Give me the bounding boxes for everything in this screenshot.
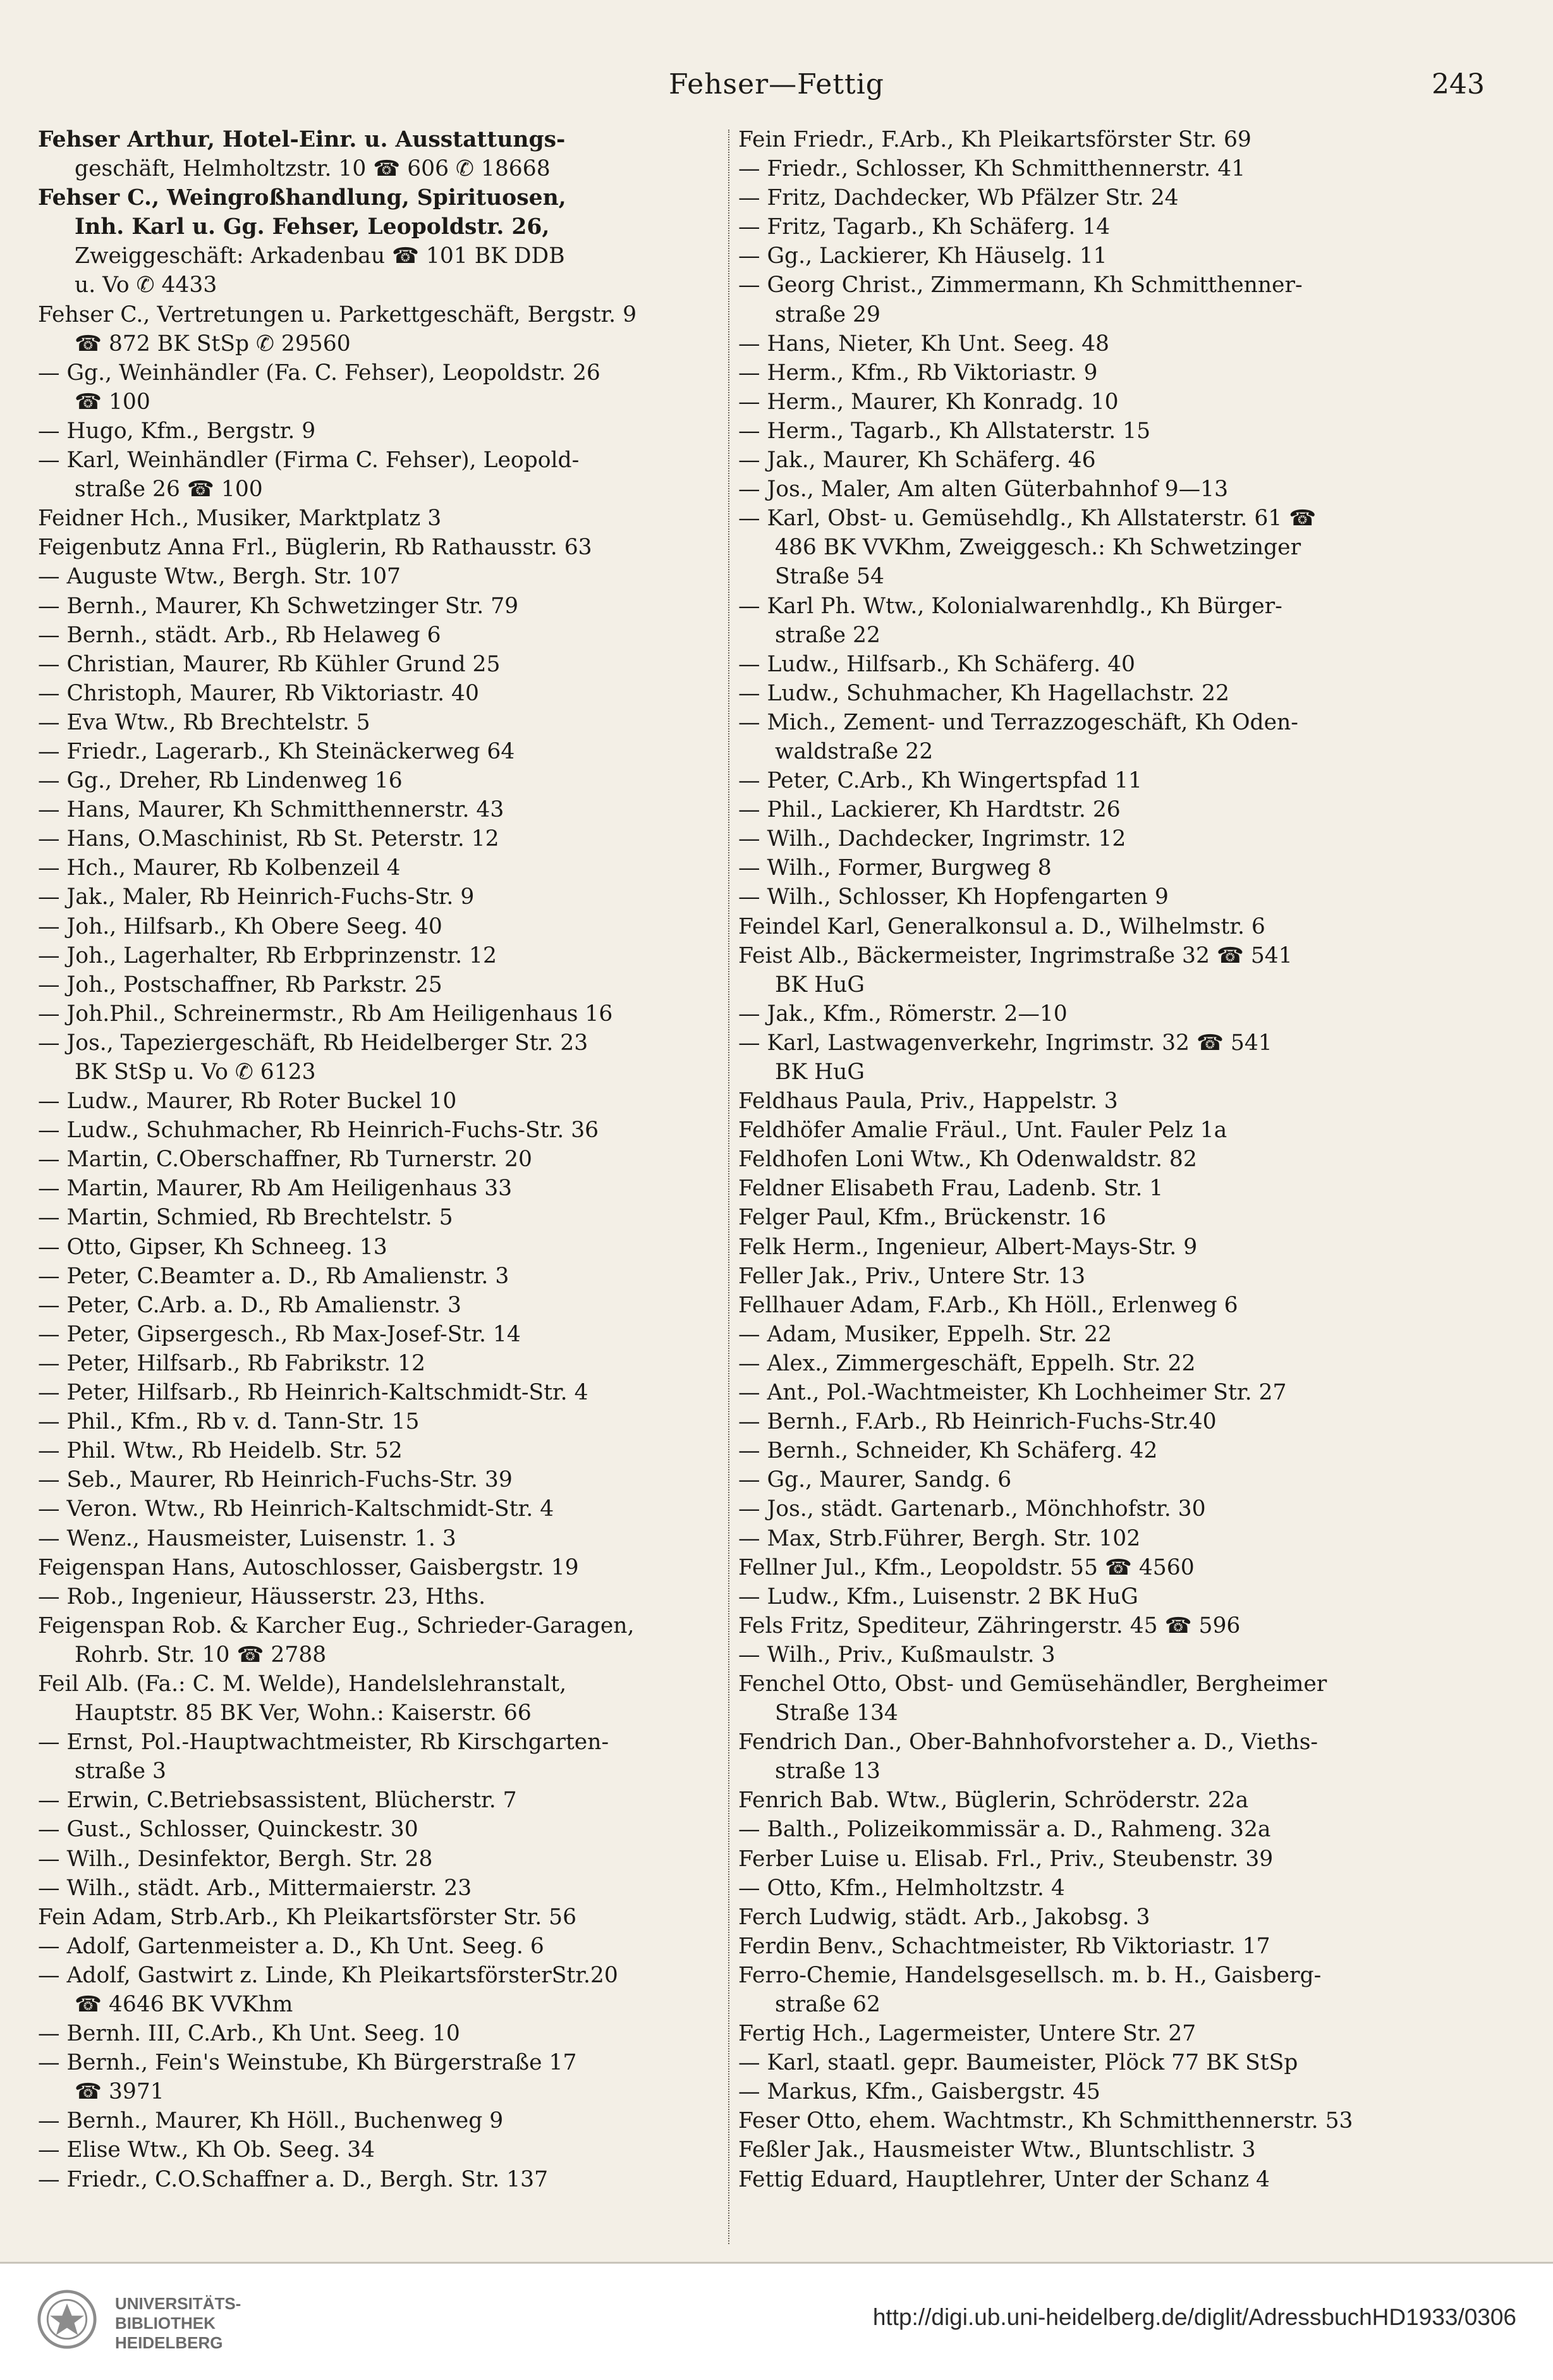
directory-entry: Feldner Elisabeth Frau, Ladenb. Str. 1 xyxy=(738,1176,1164,1202)
directory-entry: — Ludw., Kfm., Luisenstr. 2 BK HuG xyxy=(738,1584,1138,1609)
directory-entry: — Joh., Lagerhalter, Rb Erbprinzenstr. 12 xyxy=(38,943,497,968)
directory-entry: — Gust., Schlosser, Quinckestr. 30 xyxy=(38,1817,418,1843)
directory-entry: — Ludw., Schuhmacher, Rb Heinrich-Fuchs-Str. 36 xyxy=(38,1118,599,1144)
directory-entry: — Wilh., Desinfektor, Bergh. Str. 28 xyxy=(38,1846,433,1872)
source-url-link[interactable]: http://digi.ub.uni-heidelberg.de/diglit/AdressbuchHD1933/0306 xyxy=(872,2304,1516,2330)
directory-entry: — Jak., Maurer, Kh Schäferg. 46 xyxy=(738,448,1096,473)
directory-entry: — Gg., Dreher, Rb Lindenweg 16 xyxy=(38,768,403,794)
institution-line: BIBLIOTHEK xyxy=(115,2314,216,2333)
directory-entry: — Jos., Tapeziergeschäft, Rb Heidelberger Str. 23 xyxy=(38,1030,588,1056)
directory-entry: straße 62 xyxy=(775,1992,880,2017)
directory-entry: Feßler Jak., Hausmeister Wtw., Bluntschlistr. 3 xyxy=(738,2137,1256,2163)
directory-entry: — Elise Wtw., Kh Ob. Seeg. 34 xyxy=(38,2137,375,2163)
directory-entry: Fertig Hch., Lagermeister, Untere Str. 27 xyxy=(738,2021,1197,2047)
directory-entry: Feist Alb., Bäckermeister, Ingrimstraße 32 ☎ 541 xyxy=(738,943,1293,968)
directory-entry: Ferro-Chemie, Handelsgesellsch. m. b. H., Gaisberg- xyxy=(738,1962,1322,1988)
directory-entry: Feidner Hch., Musiker, Marktplatz 3 xyxy=(38,506,442,532)
directory-entry: — Wilh., Schlosser, Kh Hopfengarten 9 xyxy=(738,884,1169,910)
directory-entry: — Ludw., Schuhmacher, Kh Hagellachstr. 22 xyxy=(738,680,1229,706)
directory-entry: — Joh., Postschaffner, Rb Parkstr. 25 xyxy=(38,972,442,998)
directory-entry: Feigenbutz Anna Frl., Büglerin, Rb Rathausstr. 63 xyxy=(38,535,592,561)
directory-entry: — Hans, Maurer, Kh Schmitthennerstr. 43 xyxy=(38,797,504,823)
directory-entry: ☎ 872 BK StSp ✆ 29560 xyxy=(75,331,351,357)
directory-entry: Hauptstr. 85 BK Ver, Wohn.: Kaiserstr. 66 xyxy=(75,1700,532,1726)
directory-entry: Fein Adam, Strb.Arb., Kh Pleikartsförster Str. 56 xyxy=(38,1904,577,1930)
directory-entry: — Karl, staatl. gepr. Baumeister, Plöck 77 BK StSp xyxy=(738,2050,1298,2076)
directory-entry: — Friedr., Lagerarb., Kh Steinäckerweg 64 xyxy=(38,738,515,764)
directory-entry: waldstraße 22 xyxy=(775,738,934,764)
directory-entry: Feller Jak., Priv., Untere Str. 13 xyxy=(738,1263,1086,1289)
directory-entry: u. Vo ✆ 4433 xyxy=(75,272,217,298)
directory-entry: — Seb., Maurer, Rb Heinrich-Fuchs-Str. 39 xyxy=(38,1467,513,1493)
directory-entry: Fenchel Otto, Obst- und Gemüsehändler, Bergheimer xyxy=(738,1671,1327,1697)
directory-entry: Feldhaus Paula, Priv., Happelstr. 3 xyxy=(738,1089,1118,1114)
directory-entry: — Karl, Lastwagenverkehr, Ingrimstr. 32 ☎ 541 xyxy=(738,1030,1272,1056)
left-column xyxy=(38,125,727,2194)
directory-entry: — Markus, Kfm., Gaisbergstr. 45 xyxy=(738,2079,1100,2105)
directory-entry: — Eva Wtw., Rb Brechtelstr. 5 xyxy=(38,709,370,735)
directory-entry: — Otto, Gipser, Kh Schneeg. 13 xyxy=(38,1234,387,1260)
directory-entry: straße 29 xyxy=(775,302,880,327)
running-title: Fehser—Fettig xyxy=(669,68,884,101)
directory-entry: — Ernst, Pol.-Hauptwachtmeister, Rb Kirschgarten- xyxy=(38,1730,609,1755)
directory-entry: ☎ 4646 BK VVKhm xyxy=(75,1992,293,2017)
directory-entry: ☎ 3971 xyxy=(75,2079,164,2105)
directory-entry: — Adam, Musiker, Eppelh. Str. 22 xyxy=(738,1321,1112,1347)
directory-entry: — Bernh., Schneider, Kh Schäferg. 42 xyxy=(738,1438,1158,1464)
directory-entry: — Gg., Weinhändler (Fa. C. Fehser), Leopoldstr. 26 xyxy=(38,360,600,386)
directory-entry: — Otto, Kfm., Helmholtzstr. 4 xyxy=(738,1875,1065,1901)
directory-entry: BK StSp u. Vo ✆ 6123 xyxy=(75,1059,316,1085)
directory-entry: — Hans, Nieter, Kh Unt. Seeg. 48 xyxy=(738,331,1109,357)
directory-entry: — Herm., Tagarb., Kh Allstaterstr. 15 xyxy=(738,418,1151,444)
directory-entry: Fendrich Dan., Ober-Bahnhofvorsteher a. D., Vieths- xyxy=(738,1730,1319,1755)
column-divider xyxy=(728,130,731,2244)
institution-line: HEIDELBERG xyxy=(115,2333,223,2352)
directory-entry: Feldhofen Loni Wtw., Kh Odenwaldstr. 82 xyxy=(738,1147,1197,1173)
directory-entry: Inh. Karl u. Gg. Fehser, Leopoldstr. 26, xyxy=(75,214,550,240)
directory-entry: — Hch., Maurer, Rb Kolbenzeil 4 xyxy=(38,855,401,881)
directory-entry: — Phil., Lackierer, Kh Hardtstr. 26 xyxy=(738,797,1121,823)
directory-entry: Feil Alb. (Fa.: C. M. Welde), Handelslehranstalt, xyxy=(38,1671,567,1697)
directory-entry: — Karl, Weinhändler (Firma C. Fehser), Leopold- xyxy=(38,448,580,473)
directory-entry: geschäft, Helmholtzstr. 10 ☎ 606 ✆ 18668 xyxy=(75,156,551,182)
directory-entry: Feindel Karl, Generalkonsul a. D., Wilhelmstr. 6 xyxy=(738,913,1265,939)
directory-entry: — Wilh., Priv., Kußmaulstr. 3 xyxy=(738,1642,1056,1668)
institution-name xyxy=(115,2294,241,2353)
directory-entry: 486 BK VVKhm, Zweiggesch.: Kh Schwetzinger xyxy=(775,535,1301,561)
directory-entry: — Jak., Kfm., Römerstr. 2—10 xyxy=(738,1001,1068,1027)
directory-entry: Fenrich Bab. Wtw., Büglerin, Schröderstr. 22a xyxy=(738,1788,1249,1814)
directory-entry: — Jos., städt. Gartenarb., Mönchhofstr. 30 xyxy=(738,1496,1206,1522)
directory-entry: — Georg Christ., Zimmermann, Kh Schmitthenner- xyxy=(738,272,1303,298)
directory-entry: straße 13 xyxy=(775,1759,880,1785)
directory-entry: straße 3 xyxy=(75,1759,167,1785)
directory-entry: — Joh.Phil., Schreinermstr., Rb Am Heiligenhaus 16 xyxy=(38,1001,613,1027)
directory-entry: — Hugo, Kfm., Bergstr. 9 xyxy=(38,418,316,444)
institution-line: UNIVERSITÄTS- xyxy=(115,2294,241,2313)
directory-entry: — Karl, Obst- u. Gemüsehdlg., Kh Allstaterstr. 61 ☎ xyxy=(738,506,1317,532)
directory-entry: — Bernh., Maurer, Kh Höll., Buchenweg 9 xyxy=(38,2108,504,2134)
directory-entry: — Friedr., Schlosser, Kh Schmitthennerstr. 41 xyxy=(738,156,1246,182)
directory-entry: Ferch Ludwig, städt. Arb., Jakobsg. 3 xyxy=(738,1904,1150,1930)
directory-entry: — Martin, Maurer, Rb Am Heiligenhaus 33 xyxy=(38,1176,513,1202)
directory-entry: — Bernh., F.Arb., Rb Heinrich-Fuchs-Str.40 xyxy=(738,1409,1217,1435)
directory-entry: — Wilh., Dachdecker, Ingrimstr. 12 xyxy=(738,826,1126,852)
directory-entry: Fellhauer Adam, F.Arb., Kh Höll., Erlenweg 6 xyxy=(738,1292,1238,1318)
directory-entry: — Wilh., Former, Burgweg 8 xyxy=(738,855,1052,881)
directory-entry: straße 22 xyxy=(775,622,880,648)
directory-entry: ☎ 100 xyxy=(75,389,150,415)
running-head xyxy=(0,68,1553,106)
directory-entry: — Adolf, Gastwirt z. Linde, Kh PleikartsförsterStr.20 xyxy=(38,1962,618,1988)
directory-entry: Fels Fritz, Spediteur, Zähringerstr. 45 ☎ 596 xyxy=(738,1613,1241,1639)
directory-entry: — Erwin, C.Betriebsassistent, Blücherstr. 7 xyxy=(38,1788,517,1814)
directory-entry: — Wenz., Hausmeister, Luisenstr. 1. 3 xyxy=(38,1525,456,1551)
directory-entry: — Herm., Kfm., Rb Viktoriastr. 9 xyxy=(738,360,1098,386)
directory-entry: — Bernh., Maurer, Kh Schwetzinger Str. 79 xyxy=(38,593,519,619)
directory-entry: Feldhöfer Amalie Fräul., Unt. Fauler Pelz 1a xyxy=(738,1118,1227,1144)
directory-entry: — Peter, C.Arb., Kh Wingertspfad 11 xyxy=(738,768,1142,794)
directory-entry: Fellner Jul., Kfm., Leopoldstr. 55 ☎ 4560 xyxy=(738,1554,1195,1580)
directory-entry: Rohrb. Str. 10 ☎ 2788 xyxy=(75,1642,327,1668)
directory-entry: — Martin, C.Oberschaffner, Rb Turnerstr. 20 xyxy=(38,1147,532,1173)
directory-entry: straße 26 ☎ 100 xyxy=(75,477,263,503)
directory-entry: — Fritz, Tagarb., Kh Schäferg. 14 xyxy=(738,214,1111,240)
directory-entry: Feigenspan Rob. & Karcher Eug., Schrieder-Garagen, xyxy=(38,1613,635,1639)
library-seal-icon xyxy=(37,2289,97,2350)
directory-entry: Straße 134 xyxy=(775,1700,898,1726)
directory-entry: Fehser Arthur, Hotel-Einr. u. Ausstattungs- xyxy=(38,127,566,152)
directory-entry: — Martin, Schmied, Rb Brechtelstr. 5 xyxy=(38,1205,453,1231)
directory-entry: — Bernh. III, C.Arb., Kh Unt. Seeg. 10 xyxy=(38,2021,460,2047)
directory-entry: Fehser C., Vertretungen u. Parkettgeschäft, Bergstr. 9 xyxy=(38,302,637,327)
directory-entry: — Ludw., Hilfsarb., Kh Schäferg. 40 xyxy=(738,651,1135,677)
directory-entry: — Wilh., städt. Arb., Mittermaierstr. 23 xyxy=(38,1875,472,1901)
directory-entry: Straße 54 xyxy=(775,564,884,590)
directory-entry: Fehser C., Weingroßhandlung, Spirituosen, xyxy=(38,185,566,211)
directory-entry: — Joh., Hilfsarb., Kh Obere Seeg. 40 xyxy=(38,913,442,939)
directory-entry: — Jak., Maler, Rb Heinrich-Fuchs-Str. 9 xyxy=(38,884,475,910)
directory-entry: Felk Herm., Ingenieur, Albert-Mays-Str. 9 xyxy=(738,1234,1198,1260)
directory-entry: — Bernh., Fein's Weinstube, Kh Bürgerstraße 17 xyxy=(38,2050,577,2076)
directory-entry: — Phil., Kfm., Rb v. d. Tann-Str. 15 xyxy=(38,1409,420,1435)
directory-entry: — Balth., Polizeikommissär a. D., Rahmeng. 32a xyxy=(738,1817,1271,1843)
directory-entry: — Christian, Maurer, Rb Kühler Grund 25 xyxy=(38,651,501,677)
directory-entry: — Herm., Maurer, Kh Konradg. 10 xyxy=(738,389,1119,415)
directory-entry: — Friedr., C.O.Schaffner a. D., Bergh. Str. 137 xyxy=(38,2166,549,2192)
directory-entry: Ferdin Benv., Schachtmeister, Rb Viktoriastr. 17 xyxy=(738,1933,1270,1959)
directory-entry: — Hans, O.Maschinist, Rb St. Peterstr. 12 xyxy=(38,826,499,852)
directory-entry: BK HuG xyxy=(775,972,865,998)
directory-entry: — Alex., Zimmergeschäft, Eppelh. Str. 22 xyxy=(738,1350,1196,1376)
directory-entry: Ferber Luise u. Elisab. Frl., Priv., Steubenstr. 39 xyxy=(738,1846,1274,1872)
directory-entry: — Bernh., städt. Arb., Rb Helaweg 6 xyxy=(38,622,441,648)
directory-entry: BK HuG xyxy=(775,1059,865,1085)
directory-entry: — Karl Ph. Wtw., Kolonialwarenhdlg., Kh Bürger- xyxy=(738,593,1282,619)
directory-entry: — Max, Strb.Führer, Bergh. Str. 102 xyxy=(738,1525,1141,1551)
directory-entry: — Auguste Wtw., Bergh. Str. 107 xyxy=(38,564,401,590)
directory-entry: — Mich., Zement- und Terrazzogeschäft, Kh Oden- xyxy=(738,709,1298,735)
directory-entry: — Ludw., Maurer, Rb Roter Buckel 10 xyxy=(38,1089,457,1114)
directory-entry: — Gg., Lackierer, Kh Häuselg. 11 xyxy=(738,243,1107,269)
directory-entry: Felger Paul, Kfm., Brückenstr. 16 xyxy=(738,1205,1107,1231)
directory-entry: Fettig Eduard, Hauptlehrer, Unter der Schanz 4 xyxy=(738,2166,1270,2192)
page-number: 243 xyxy=(1432,68,1485,101)
directory-entry: — Peter, Hilfsarb., Rb Heinrich-Kaltschmidt-Str. 4 xyxy=(38,1380,588,1406)
directory-entry: Feser Otto, ehem. Wachtmstr., Kh Schmitthennerstr. 53 xyxy=(738,2108,1353,2134)
directory-entry: Zweiggeschäft: Arkadenbau ☎ 101 BK DDB xyxy=(75,243,565,269)
directory-entry: — Ant., Pol.-Wachtmeister, Kh Lochheimer Str. 27 xyxy=(738,1380,1287,1406)
directory-entry: — Adolf, Gartenmeister a. D., Kh Unt. Seeg. 6 xyxy=(38,1933,544,1959)
directory-entry: — Christoph, Maurer, Rb Viktoriastr. 40 xyxy=(38,680,479,706)
directory-entry: Feigenspan Hans, Autoschlosser, Gaisbergstr. 19 xyxy=(38,1554,579,1580)
directory-entry: — Gg., Maurer, Sandg. 6 xyxy=(738,1467,1012,1493)
directory-entry: — Veron. Wtw., Rb Heinrich-Kaltschmidt-Str. 4 xyxy=(38,1496,554,1522)
directory-entry: — Peter, Gipsergesch., Rb Max-Josef-Str. 14 xyxy=(38,1321,521,1347)
directory-entry: Fein Friedr., F.Arb., Kh Pleikartsförster Str. 69 xyxy=(738,127,1252,152)
directory-entry: — Peter, Hilfsarb., Rb Fabrikstr. 12 xyxy=(38,1350,425,1376)
directory-entry: — Jos., Maler, Am alten Güterbahnhof 9—13 xyxy=(738,477,1229,503)
right-column xyxy=(738,125,1427,2194)
directory-entry: — Phil. Wtw., Rb Heidelb. Str. 52 xyxy=(38,1438,403,1464)
directory-entry: — Rob., Ingenieur, Häusserstr. 23, Hths. xyxy=(38,1584,486,1609)
library-footer xyxy=(0,2262,1553,2380)
directory-entry: — Peter, C.Arb. a. D., Rb Amalienstr. 3 xyxy=(38,1292,461,1318)
directory-entry: — Fritz, Dachdecker, Wb Pfälzer Str. 24 xyxy=(738,185,1179,211)
directory-entry: — Peter, C.Beamter a. D., Rb Amalienstr. 3 xyxy=(38,1263,509,1289)
